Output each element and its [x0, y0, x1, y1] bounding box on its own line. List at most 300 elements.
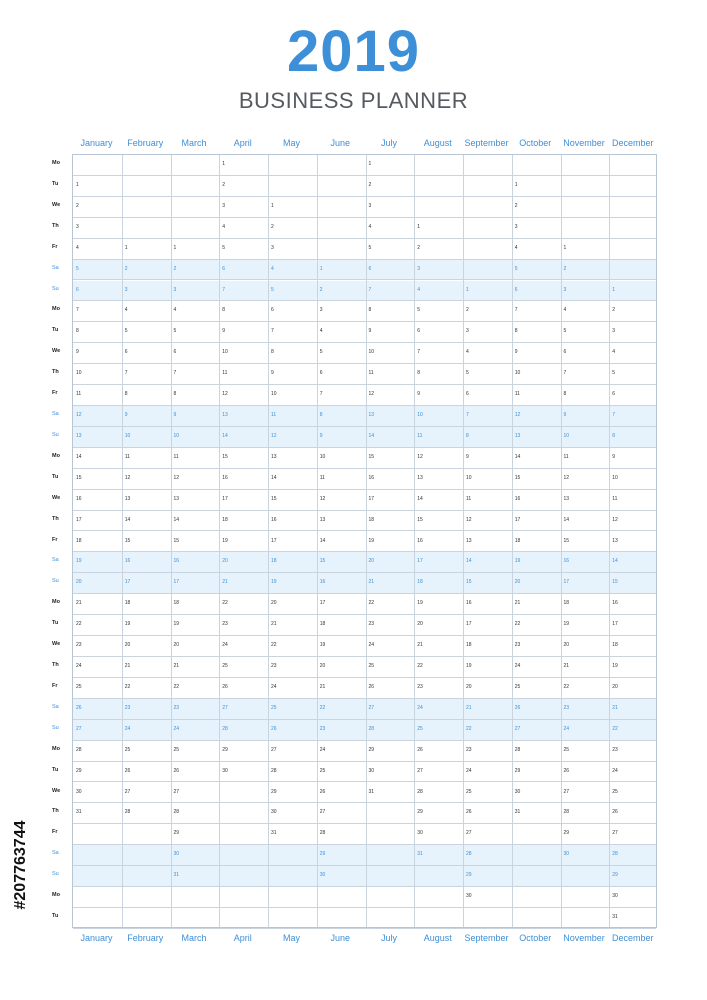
- day-number: 5: [319, 349, 323, 356]
- day-number: 9: [173, 412, 177, 419]
- day-number: 25: [76, 683, 82, 690]
- day-number: 14: [563, 516, 570, 523]
- month-label: January: [80, 933, 113, 943]
- day-number: 30: [222, 767, 228, 774]
- weekday-label: Sa: [52, 703, 59, 710]
- day-number: 21: [368, 579, 375, 586]
- day-number: 10: [417, 412, 423, 419]
- day-number: 2: [466, 307, 469, 314]
- calendar-row: [73, 866, 656, 887]
- column-divider: [512, 155, 513, 927]
- day-number: 16: [514, 495, 521, 502]
- column-divider: [366, 155, 367, 927]
- day-number: 27: [319, 809, 326, 816]
- day-number: 28: [514, 746, 521, 753]
- day-number: 1: [514, 181, 518, 188]
- day-number: 23: [76, 642, 82, 649]
- day-number: 29: [417, 809, 423, 816]
- day-number: 14: [76, 453, 82, 460]
- day-number: 26: [514, 704, 521, 711]
- day-number: 11: [173, 453, 179, 460]
- day-number: 17: [222, 495, 228, 502]
- day-number: 25: [319, 767, 326, 774]
- calendar-row: [73, 741, 656, 762]
- day-number: 6: [368, 265, 372, 272]
- day-number: 30: [368, 767, 375, 774]
- day-number: 29: [514, 767, 521, 774]
- day-number: 12: [222, 391, 228, 398]
- day-number: 27: [222, 704, 228, 711]
- day-number: 29: [466, 872, 472, 879]
- month-label: October: [519, 138, 552, 148]
- day-number: 2: [563, 265, 567, 272]
- day-number: 24: [124, 725, 131, 732]
- month-label: July: [380, 138, 397, 148]
- day-number: 16: [417, 537, 423, 544]
- weekday-label: We: [52, 201, 61, 208]
- day-number: 7: [368, 286, 372, 293]
- day-number: 17: [368, 495, 375, 502]
- weekday-label: Mo: [52, 745, 60, 752]
- day-number: 15: [368, 453, 375, 460]
- day-number: 20: [368, 558, 375, 565]
- weekday-label: Sa: [52, 557, 59, 564]
- day-number: 9: [368, 328, 372, 335]
- day-number: 18: [124, 600, 131, 607]
- calendar-row: [73, 720, 656, 741]
- day-number: 28: [222, 725, 228, 732]
- month-label: September: [464, 933, 509, 943]
- day-number: 13: [368, 412, 375, 419]
- day-number: 24: [319, 746, 326, 753]
- month-label: June: [330, 933, 351, 943]
- day-number: 13: [563, 495, 570, 502]
- day-number: 8: [76, 328, 79, 335]
- day-number: 25: [173, 746, 180, 753]
- day-number: 23: [417, 683, 423, 690]
- day-number: 9: [514, 349, 518, 356]
- day-number: 10: [222, 349, 228, 356]
- day-number: 20: [563, 642, 570, 649]
- calendar-row: [73, 573, 656, 594]
- day-number: 7: [271, 328, 274, 335]
- day-number: 19: [222, 537, 228, 544]
- day-number: 31: [271, 830, 277, 837]
- day-number: 19: [466, 663, 472, 670]
- day-number: 26: [417, 746, 423, 753]
- day-number: 5: [271, 286, 274, 293]
- day-number: 26: [173, 767, 180, 774]
- weekday-label: Fr: [52, 829, 58, 836]
- month-label: December: [611, 933, 654, 943]
- month-label: October: [519, 933, 552, 943]
- day-number: 24: [612, 767, 618, 774]
- day-number: 28: [173, 809, 180, 816]
- day-number: 27: [563, 788, 570, 795]
- day-number: 5: [417, 307, 421, 314]
- day-number: 26: [563, 767, 570, 774]
- day-number: 22: [368, 600, 375, 607]
- day-number: 18: [319, 621, 326, 628]
- calendar-row: [73, 155, 656, 176]
- day-number: 17: [76, 516, 82, 523]
- day-number: 12: [466, 516, 472, 523]
- day-number: 1: [222, 161, 226, 167]
- day-number: 14: [173, 516, 180, 523]
- day-number: 26: [368, 683, 375, 690]
- day-number: 9: [417, 391, 421, 398]
- day-number: 8: [612, 432, 616, 439]
- calendar-row: [73, 406, 656, 427]
- day-number: 23: [124, 704, 131, 711]
- weekday-label: Su: [52, 578, 59, 585]
- weekday-label: Mo: [52, 452, 60, 459]
- day-number: 26: [612, 809, 618, 816]
- day-number: 21: [466, 704, 472, 711]
- weekday-label: Fr: [52, 243, 58, 250]
- month-label: May: [282, 933, 300, 943]
- day-number: 3: [124, 286, 128, 293]
- weekday-label: We: [52, 787, 61, 794]
- day-number: 9: [271, 370, 274, 377]
- day-number: 8: [466, 432, 469, 439]
- day-number: 4: [271, 265, 274, 272]
- calendar-row: [73, 239, 656, 260]
- day-number: 19: [271, 579, 277, 586]
- day-number: 3: [319, 307, 323, 314]
- day-number: 31: [612, 914, 618, 921]
- day-number: 30: [76, 788, 82, 795]
- day-number: 12: [124, 474, 131, 481]
- day-number: 24: [222, 642, 228, 649]
- day-number: 2: [271, 223, 274, 230]
- calendar-row: [73, 385, 656, 406]
- day-number: 6: [514, 286, 518, 293]
- day-number: 1: [271, 202, 274, 209]
- day-number: 27: [612, 830, 618, 837]
- day-number: 22: [271, 642, 277, 649]
- month-label: March: [181, 138, 207, 148]
- month-label: February: [127, 138, 164, 148]
- month-label: March: [181, 933, 207, 943]
- day-number: 31: [417, 851, 423, 858]
- weekday-label: Th: [52, 662, 59, 669]
- day-number: 27: [173, 788, 180, 795]
- day-number: 28: [368, 725, 375, 732]
- column-divider: [171, 155, 172, 927]
- day-number: 8: [368, 307, 372, 314]
- day-number: 8: [319, 412, 323, 419]
- day-number: 2: [222, 181, 226, 188]
- day-number: 13: [222, 412, 228, 419]
- day-number: 1: [368, 161, 372, 167]
- day-number: 14: [466, 558, 472, 565]
- day-number: 10: [563, 432, 570, 439]
- day-number: 14: [271, 474, 277, 481]
- day-number: 15: [222, 453, 228, 460]
- day-number: 16: [319, 579, 326, 586]
- day-number: 10: [612, 474, 618, 481]
- calendar-row: [73, 218, 656, 239]
- day-number: 25: [271, 704, 277, 711]
- day-number: 11: [612, 495, 618, 502]
- day-number: 11: [466, 495, 472, 502]
- month-label: May: [282, 138, 300, 148]
- day-number: 27: [514, 725, 521, 732]
- weekday-label: We: [52, 348, 61, 355]
- planner-subtitle: BUSINESS PLANNER: [238, 88, 469, 113]
- day-number: 25: [514, 683, 521, 690]
- day-number: 18: [466, 642, 472, 649]
- day-number: 4: [222, 223, 226, 230]
- day-number: 25: [124, 746, 131, 753]
- planner-year: 2019: [286, 19, 421, 84]
- weekday-label: Mo: [52, 599, 60, 606]
- day-number: 17: [124, 579, 131, 586]
- day-number: 5: [514, 265, 518, 272]
- day-number: 15: [271, 495, 277, 502]
- day-number: 20: [222, 558, 228, 565]
- stock-id-label: [10, 765, 32, 965]
- day-number: 8: [271, 349, 274, 356]
- day-number: 26: [222, 683, 228, 690]
- day-number: 20: [124, 642, 131, 649]
- day-number: 10: [466, 474, 472, 481]
- day-number: 7: [319, 391, 323, 398]
- day-number: 21: [222, 579, 228, 586]
- day-number: 16: [612, 600, 618, 607]
- day-number: 3: [514, 223, 518, 230]
- day-number: 23: [319, 725, 326, 732]
- day-number: 13: [124, 495, 131, 502]
- column-divider: [463, 155, 464, 927]
- calendar-row: [73, 845, 656, 866]
- day-number: 2: [319, 286, 323, 293]
- day-number: 13: [466, 537, 472, 544]
- column-divider: [219, 155, 220, 927]
- day-number: 13: [417, 474, 423, 481]
- day-number: 30: [417, 830, 423, 837]
- day-number: 23: [368, 621, 375, 628]
- day-number: 22: [612, 725, 618, 732]
- day-number: 25: [222, 663, 228, 670]
- day-number: 10: [368, 349, 375, 356]
- weekday-label: Sa: [52, 264, 59, 271]
- month-header-bottom: [72, 933, 657, 949]
- day-number: 3: [466, 328, 469, 335]
- day-number: 29: [222, 746, 228, 753]
- day-number: 22: [563, 683, 570, 690]
- month-label: January: [80, 138, 113, 148]
- day-number: 23: [466, 746, 472, 753]
- day-number: 26: [319, 788, 326, 795]
- day-number: 14: [368, 432, 375, 439]
- weekday-label: Su: [52, 285, 59, 292]
- month-label: August: [423, 138, 452, 148]
- day-number: 11: [417, 432, 423, 439]
- day-number: 15: [173, 537, 180, 544]
- day-number: 26: [271, 725, 277, 732]
- day-number: 15: [417, 516, 423, 523]
- day-number: 2: [514, 202, 518, 209]
- day-number: 14: [124, 516, 131, 523]
- month-label: November: [563, 933, 605, 943]
- day-number: 12: [76, 412, 82, 419]
- day-number: 24: [563, 725, 570, 732]
- calendar-row: [73, 803, 656, 824]
- day-number: 31: [368, 788, 375, 795]
- day-number: 24: [271, 683, 277, 690]
- day-number: 12: [417, 453, 423, 460]
- day-number: 13: [319, 516, 326, 523]
- day-number: 4: [173, 307, 177, 314]
- day-number: 22: [319, 704, 326, 711]
- day-number: 22: [466, 725, 472, 732]
- calendar-row: [73, 552, 656, 573]
- day-number: 17: [514, 516, 521, 523]
- day-number: 17: [563, 579, 570, 586]
- column-divider: [609, 155, 610, 927]
- day-number: 30: [173, 851, 180, 858]
- day-number: 19: [612, 663, 618, 670]
- day-number: 11: [271, 412, 277, 419]
- day-number: 16: [271, 516, 277, 523]
- day-number: 4: [368, 223, 372, 230]
- day-number: 22: [514, 621, 521, 628]
- day-number: 5: [563, 328, 567, 335]
- day-number: 21: [173, 663, 180, 670]
- day-number: 1: [466, 286, 469, 293]
- calendar-row: [73, 532, 656, 553]
- day-number: 15: [76, 474, 82, 481]
- day-number: 29: [368, 746, 375, 753]
- day-number: 20: [271, 600, 277, 607]
- day-number: 28: [271, 767, 277, 774]
- day-number: 8: [563, 391, 567, 398]
- day-number: 7: [76, 307, 79, 314]
- calendar-row: [73, 824, 656, 845]
- day-number: 25: [417, 725, 423, 732]
- day-number: 24: [173, 725, 180, 732]
- day-number: 11: [319, 474, 325, 481]
- day-number: 28: [563, 809, 570, 816]
- day-number: 10: [514, 370, 521, 377]
- day-number: 27: [466, 830, 472, 837]
- day-number: 16: [466, 600, 472, 607]
- day-number: 23: [612, 746, 618, 753]
- day-number: 20: [514, 579, 521, 586]
- calendar-row: [73, 176, 656, 197]
- day-number: 27: [417, 767, 423, 774]
- day-number: 11: [368, 370, 374, 377]
- day-number: 11: [76, 391, 82, 398]
- calendar-row: [73, 783, 656, 804]
- calendar-row: [73, 699, 656, 720]
- day-number: 30: [319, 872, 326, 879]
- weekday-label: Mo: [52, 892, 60, 899]
- day-number: 24: [76, 663, 82, 670]
- day-number: 16: [563, 558, 570, 565]
- day-number: 21: [612, 704, 618, 711]
- day-number: 11: [514, 391, 520, 398]
- day-number: 13: [173, 495, 180, 502]
- weekday-label: Tu: [52, 620, 59, 627]
- day-number: 12: [271, 432, 277, 439]
- day-number: 3: [563, 286, 567, 293]
- day-number: 4: [466, 349, 469, 356]
- day-number: 8: [173, 391, 177, 398]
- day-number: 4: [514, 244, 518, 251]
- day-number: 8: [417, 370, 421, 377]
- day-number: 28: [612, 851, 618, 858]
- day-number: 5: [466, 370, 469, 377]
- day-number: 17: [612, 621, 618, 628]
- day-number: 9: [563, 412, 567, 419]
- day-number: 22: [417, 663, 423, 670]
- day-number: 17: [466, 621, 472, 628]
- day-number: 21: [271, 621, 277, 628]
- day-number: 28: [417, 788, 423, 795]
- calendar-row: [73, 887, 656, 908]
- day-number: 19: [514, 558, 521, 565]
- day-number: 26: [124, 767, 131, 774]
- day-number: 20: [173, 642, 180, 649]
- day-number: 19: [124, 621, 131, 628]
- day-number: 1: [319, 265, 323, 272]
- day-number: 3: [173, 286, 177, 293]
- day-number: 5: [76, 265, 79, 272]
- column-divider: [317, 155, 318, 927]
- day-number: 1: [124, 244, 128, 251]
- day-number: 2: [124, 265, 128, 272]
- weekday-label: Tu: [52, 913, 59, 920]
- day-number: 2: [368, 181, 372, 188]
- day-number: 16: [368, 474, 375, 481]
- day-number: 14: [222, 432, 228, 439]
- day-number: 25: [368, 663, 375, 670]
- calendar-row: [73, 448, 656, 469]
- day-number: 6: [319, 370, 323, 377]
- column-divider: [268, 155, 269, 927]
- month-label: June: [330, 138, 351, 148]
- column-divider: [561, 155, 562, 927]
- day-number: 18: [222, 516, 228, 523]
- day-number: 1: [612, 286, 616, 293]
- day-number: 18: [271, 558, 277, 565]
- day-number: 5: [612, 370, 616, 377]
- day-number: 24: [368, 642, 375, 649]
- day-number: 2: [612, 307, 616, 314]
- weekday-label: Mo: [52, 160, 60, 166]
- day-number: 21: [514, 600, 521, 607]
- day-number: 9: [76, 349, 79, 356]
- day-number: 1: [563, 244, 567, 251]
- day-number: 16: [76, 495, 82, 502]
- day-number: 30: [514, 788, 521, 795]
- day-number: 22: [222, 600, 228, 607]
- day-number: 4: [76, 244, 79, 251]
- day-number: 31: [514, 809, 521, 816]
- day-number: 7: [173, 370, 177, 377]
- day-number: 2: [173, 265, 177, 272]
- day-number: 19: [417, 600, 423, 607]
- day-number: 20: [417, 621, 423, 628]
- weekday-label: Fr: [52, 390, 58, 397]
- day-number: 26: [466, 809, 472, 816]
- day-number: 10: [271, 391, 277, 398]
- day-number: 21: [417, 642, 423, 649]
- day-number: 20: [319, 663, 326, 670]
